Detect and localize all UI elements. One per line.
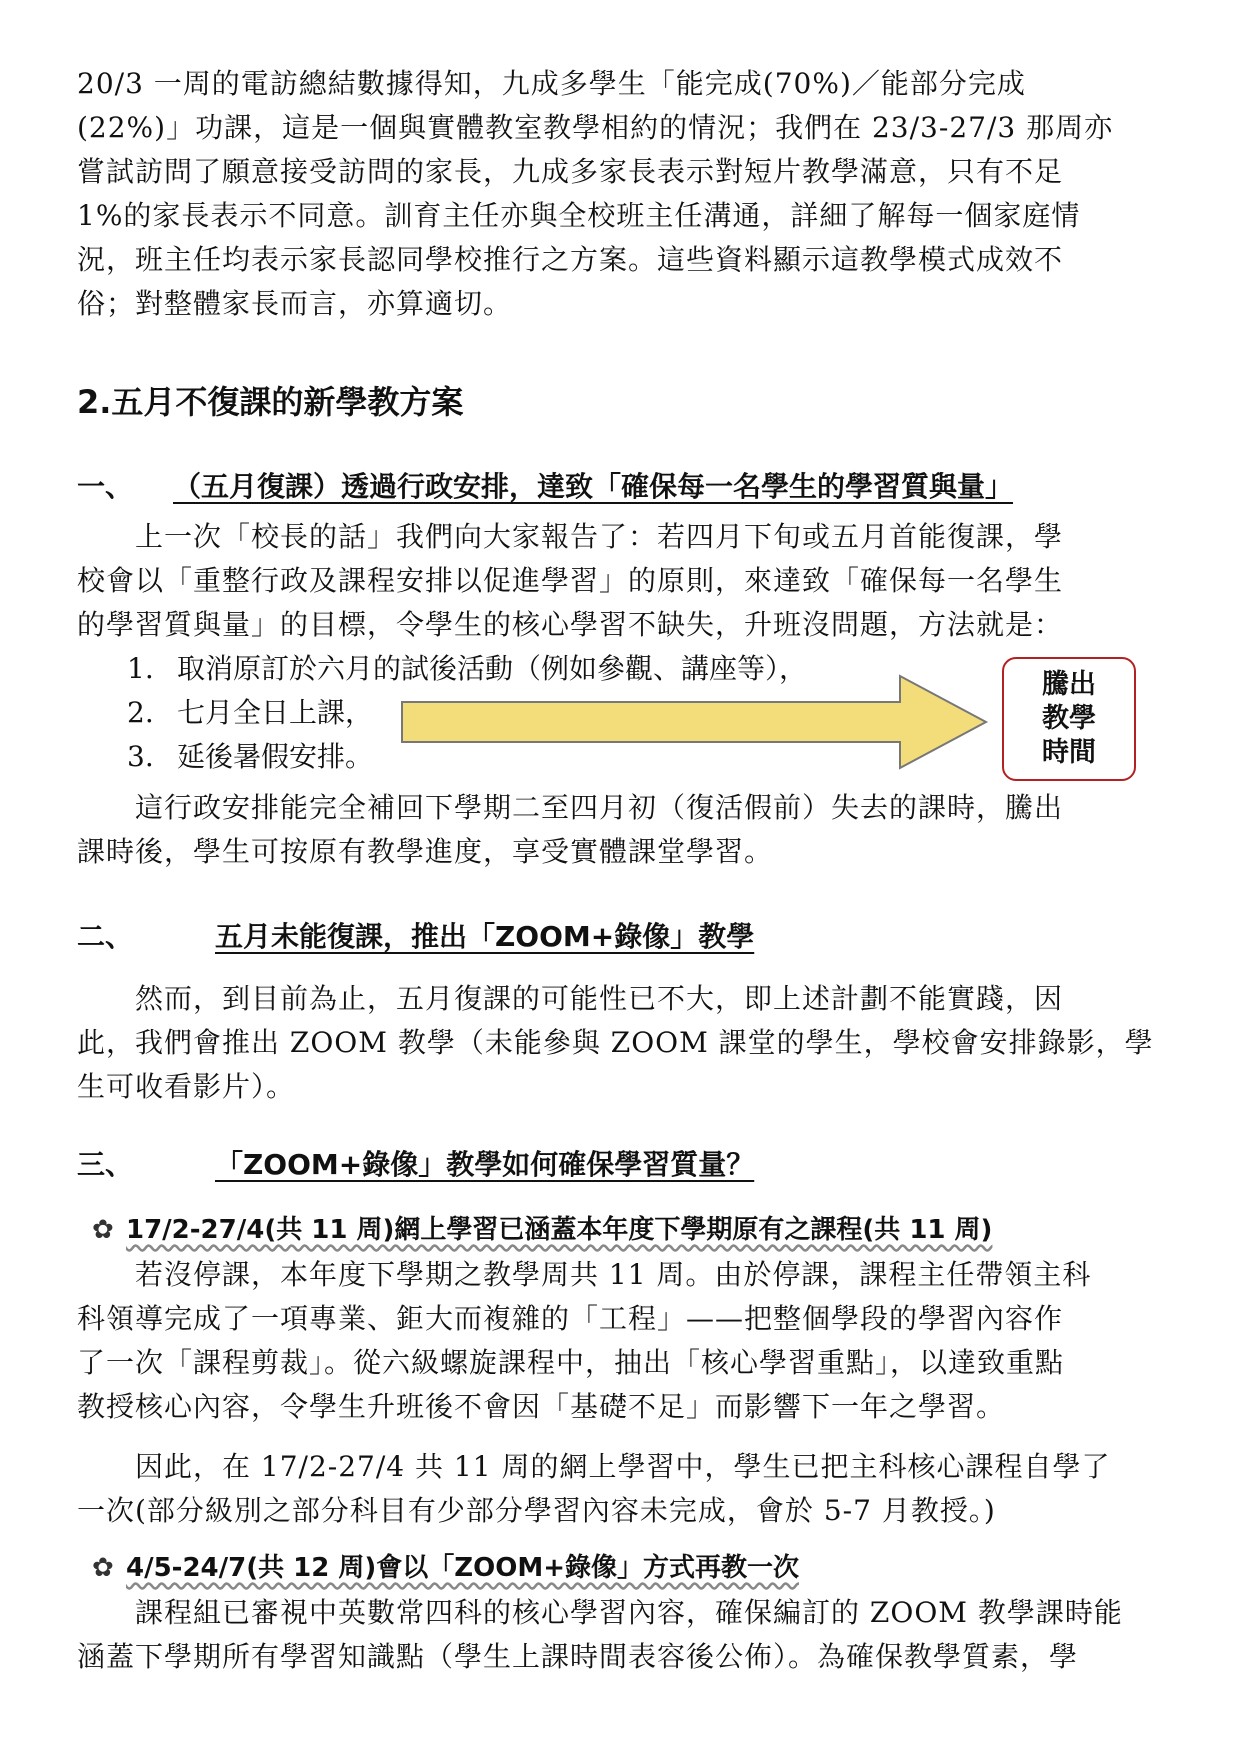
list-item xyxy=(127,691,373,735)
text-line: 況，班主任均表示家長認同學校推行之方案。這些資料顯示這教學模式成效不 xyxy=(77,243,1064,276)
text-line: (22%)」功課，這是一個與實體教室教學相約的情況；我們在 23/3-27/3 那周亦 xyxy=(77,111,1114,144)
callout-box: 騰出 教學 時間 xyxy=(1002,657,1136,781)
subsection-title: 「ZOOM+錄像」教學如何確保學習質量？ xyxy=(215,1148,755,1181)
bullet-point-2 xyxy=(92,1549,799,1587)
bullet-text: 17/2-27/4(共 11 周)網上學習已涵蓋本年度下學期原有之課程(共 11 周) xyxy=(126,1215,993,1245)
sub2-paragraph xyxy=(77,977,1167,1109)
subsection-title: （五月復課）透過行政安排，達致「確保每一名學生的學習質與量」 xyxy=(173,470,1014,503)
list-number: 3. xyxy=(127,740,154,773)
flower-icon: ✿ xyxy=(92,1215,114,1245)
flower-icon: ✿ xyxy=(92,1553,114,1583)
list-number: 2. xyxy=(127,696,154,729)
subsection-heading-2 xyxy=(77,916,754,958)
text-line: 上一次「校長的話」我們向大家報告了：若四月下旬或五月首能復課，學 xyxy=(135,520,1064,553)
sub3-paragraph-1 xyxy=(77,1253,1167,1429)
bullet-text: 4/5-24/7(共 12 周)會以「ZOOM+錄像」方式再教一次 xyxy=(126,1553,800,1583)
subsection-heading-1 xyxy=(77,466,1013,508)
subsection-number: 三、 xyxy=(77,1148,134,1181)
text-line: 然而，到目前為止，五月復課的可能性已不大，即上述計劃不能實踐，因 xyxy=(135,982,1064,1015)
list-item xyxy=(127,735,373,779)
sub1-paragraph-2 xyxy=(77,786,1167,874)
text-line: 生可收看影片）。 xyxy=(77,1070,296,1103)
subsection-title: 五月未能復課，推出「ZOOM+錄像」教學 xyxy=(215,920,755,953)
text-line: 課時後，學生可按原有教學進度，享受實體課堂學習。 xyxy=(77,835,774,868)
text-line: 若沒停課，本年度下學期之教學周共 11 周。由於停課，課程主任帶領主科 xyxy=(135,1258,1092,1291)
list-number: 1. xyxy=(127,652,154,685)
text-line: 科領導完成了一項專業、鉅大而複雜的「工程」——把整個學段的學習內容作 xyxy=(77,1302,1064,1335)
text-line: 教授核心內容，令學生升班後不會因「基礎不足」而影響下一年之學習。 xyxy=(77,1390,1006,1423)
subsection-number: 一、 xyxy=(77,470,134,503)
list-text: 取消原訂於六月的試後活動（例如參觀、講座等）， xyxy=(177,652,808,685)
text-line: 校會以「重整行政及課程安排以促進學習」的原則，來達致「確保每一名學生 xyxy=(77,564,1064,597)
text-line: 嘗試訪問了願意接受訪問的家長，九成多家長表示對短片教學滿意，只有不足 xyxy=(77,155,1064,188)
text-line: 因此，在 17/2-27/4 共 11 周的網上學習中，學生已把主科核心課程自學了 xyxy=(135,1450,1111,1483)
text-line: 俗；對整體家長而言，亦算適切。 xyxy=(77,287,513,320)
sub3-paragraph-3 xyxy=(77,1591,1167,1679)
subsection-number: 二、 xyxy=(77,920,134,953)
subsection-heading-3 xyxy=(77,1144,754,1186)
text-line: 1%的家長表示不同意。訓育主任亦與全校班主任溝通，詳細了解每一個家庭情 xyxy=(77,199,1081,232)
bullet-point-1 xyxy=(92,1211,992,1249)
text-line: 了一次「課程剪裁」。從六級螺旋課程中，抽出「核心學習重點」，以達致重點 xyxy=(77,1346,1065,1379)
text-line: 這行政安排能完全補回下學期二至四月初（復活假前）失去的課時，騰出 xyxy=(135,791,1064,824)
text-line: 20/3 一周的電訪總結數據得知，九成多學生「能完成(70%)／能部分完成 xyxy=(77,67,1026,100)
section-title: 2.五月不復課的新學教方案 xyxy=(77,383,464,421)
sub3-paragraph-2 xyxy=(77,1445,1167,1533)
list-text: 延後暑假安排。 xyxy=(177,740,374,773)
text-line: 課程組已審視中英數常四科的核心學習內容，確保編訂的 ZOOM 教學課時能 xyxy=(135,1596,1123,1629)
right-arrow-icon xyxy=(400,672,990,772)
text-line: 的學習質與量」的目標，令學生的核心學習不缺失，升班沒問題，方法就是： xyxy=(77,608,1064,641)
list-text: 七月全日上課， xyxy=(177,696,374,729)
sub1-paragraph xyxy=(77,515,1167,647)
intro-paragraph xyxy=(77,62,1167,326)
text-line: 此，我們會推出 ZOOM 教學（未能參與 ZOOM 課堂的學生，學校會安排錄影，學 xyxy=(77,1026,1154,1059)
text-line: 涵蓋下學期所有學習知識點（學生上課時間表容後公佈）。為確保教學質素，學 xyxy=(77,1640,1079,1673)
text-line: 一次(部分級別之部分科目有少部分學習內容未完成，會於 5-7 月教授。) xyxy=(77,1494,996,1527)
